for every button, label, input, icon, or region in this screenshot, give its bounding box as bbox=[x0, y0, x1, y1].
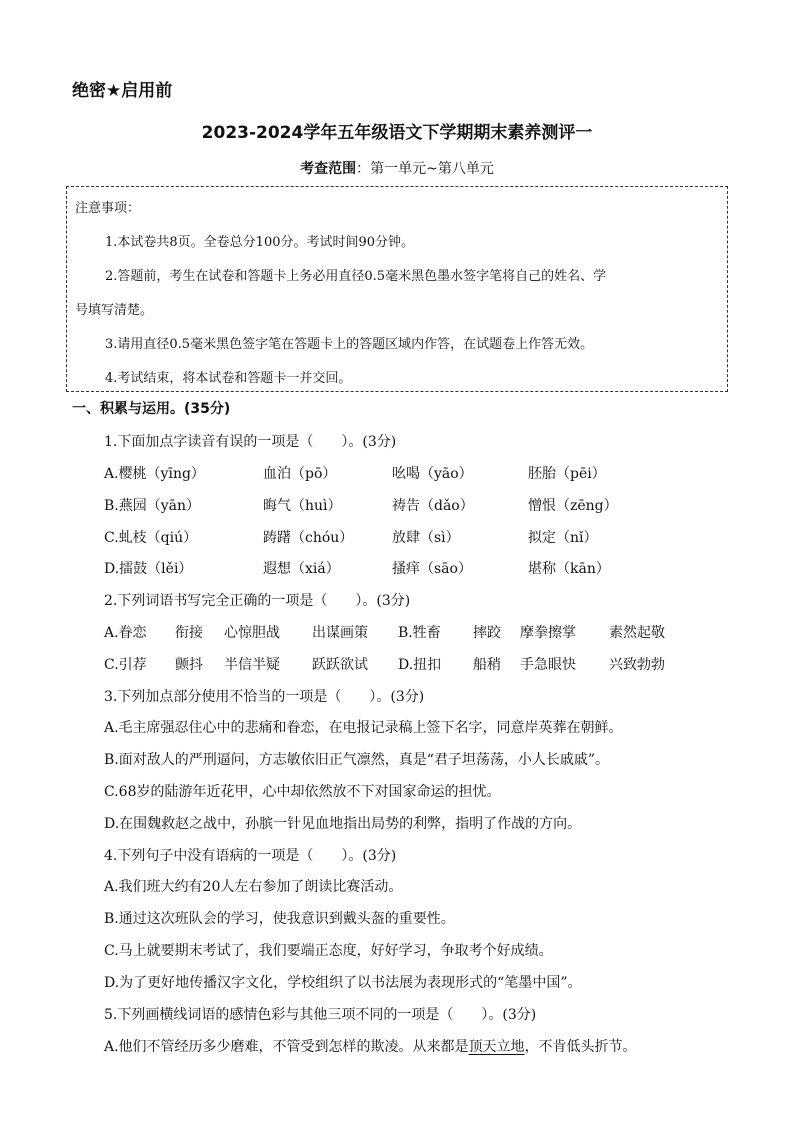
q2-option: 跃跃欲试 bbox=[312, 657, 368, 673]
notice-heading: 注意事项： bbox=[75, 201, 141, 216]
q2-option: A.眷恋 bbox=[104, 625, 147, 641]
q5-a-underlined-word: 顶天立地 bbox=[468, 1039, 525, 1055]
q1-option: 晦气（huì） bbox=[263, 498, 342, 514]
q1-option: B.燕园（yān） bbox=[104, 498, 201, 514]
q4-option-c: C.马上就要期末考试了，我们要端正态度，好好学习，争取考个好成绩。 bbox=[104, 943, 553, 959]
q1-option: 踌躇（chóu） bbox=[263, 530, 354, 546]
secret-label: 绝密★启用前 bbox=[72, 81, 173, 101]
q1-option: 搔痒（sāo） bbox=[392, 561, 472, 577]
question-5-stem: 5.下列画横线词语的感情色彩与其他三项不同的一项是（ ）。(3分) bbox=[104, 1007, 537, 1023]
q1-option: 堪称（kān） bbox=[528, 561, 610, 577]
q2-option: 出谋画策 bbox=[312, 625, 368, 641]
q3-option-b: B.面对敌人的严刑逼问，方志敏依旧正气凛然，真是“君子坦荡荡，小人长戚戚”。 bbox=[104, 752, 610, 768]
q2-option: 摔跤 bbox=[473, 625, 501, 641]
q2-option: B.牲畜 bbox=[398, 625, 441, 641]
notice-item-3: 3.请用直径0.5毫米黑色签字笔在答题卡上的答题区域内作答，在试题卷上作答无效。 bbox=[105, 337, 594, 352]
q2-option: 摩拳擦掌 bbox=[520, 625, 576, 641]
notice-item-2-cont: 号填写清楚。 bbox=[75, 303, 154, 318]
notice-item-2: 2.答题前，考生在试卷和答题卡上务必用直径0.5毫米黑色墨水签字笔将自己的姓名、学 bbox=[105, 269, 607, 284]
q2-option: 素然起敬 bbox=[609, 625, 665, 641]
q5-option-a bbox=[104, 1036, 637, 1056]
q1-option: 遐想（xiá） bbox=[263, 561, 340, 577]
q4-option-a: A.我们班大约有20人左右参加了朗读比赛活动。 bbox=[104, 879, 403, 895]
q2-option: D.扭扣 bbox=[398, 657, 442, 673]
q1-option: 吆喝（yāo） bbox=[392, 466, 473, 482]
q1-option: 拟定（nǐ） bbox=[528, 530, 598, 546]
q1-option: 放肆（sì） bbox=[392, 530, 460, 546]
q1-option: A.樱桃（yīng） bbox=[104, 466, 205, 482]
q3-option-a: A.毛主席强忍住心中的悲痛和眷恋，在电报记录稿上签下名字，同意岸英葬在朝鲜。 bbox=[104, 720, 623, 736]
q4-option-b: B.通过这次班队会的学习，使我意识到戴头盔的重要性。 bbox=[104, 911, 455, 927]
question-4-stem: 4.下列句子中没有语病的一项是（ ）。(3分) bbox=[104, 848, 397, 864]
q4-option-d: D.为了更好地传播汉字文化，学校组织了以书法展为表现形式的“笔墨中国”。 bbox=[104, 975, 582, 991]
q1-option: 憎恨（zēng） bbox=[528, 498, 618, 514]
notice-item-4: 4.考试结束，将本试卷和答题卡一并交回。 bbox=[105, 371, 352, 386]
q2-option: 衔接 bbox=[175, 625, 203, 641]
question-1-stem: 1.下面加点字读音有误的一项是（ ）。(3分) bbox=[104, 434, 397, 450]
q2-option: 半信半疑 bbox=[224, 657, 280, 673]
scope-value: ：第一单元~第八单元 bbox=[356, 161, 494, 177]
question-2-stem: 2.下列词语书写完全正确的一项是（ ）。(3分) bbox=[104, 593, 411, 609]
q1-option: 胚胎（pēi） bbox=[528, 466, 606, 482]
q1-option: D.擂鼓（lěi） bbox=[104, 561, 193, 577]
q5-a-text-before: A.他们不管经历多少磨难，不管受到怎样的欺凌。从来都是 bbox=[104, 1039, 469, 1055]
q2-option: C.引荐 bbox=[104, 657, 147, 673]
q2-option: 船稍 bbox=[473, 657, 501, 673]
q5-a-text-after: ，不肯低头折节。 bbox=[524, 1039, 637, 1055]
notice-box bbox=[66, 186, 728, 392]
q1-option: C.虬枝（qiú） bbox=[104, 530, 198, 546]
question-3-stem: 3.下列加点部分使用不恰当的一项是（ ）。(3分) bbox=[104, 689, 425, 705]
q2-option: 兴致勃勃 bbox=[609, 657, 665, 673]
q2-option: 手急眼快 bbox=[520, 657, 576, 673]
notice-item-1: 1.本试卷共8页。全卷总分100分。考试时间90分钟。 bbox=[105, 235, 415, 250]
q3-option-c: C.68岁的陆游年近花甲，心中却依然放不下对国家命运的担忧。 bbox=[104, 784, 501, 800]
section-heading: 一、积累与运用。(35分) bbox=[72, 401, 231, 417]
q1-option: 血泊（pō） bbox=[263, 466, 337, 482]
exam-scope bbox=[0, 158, 794, 178]
q2-option: 颤抖 bbox=[175, 657, 203, 673]
exam-title: 2023-2024学年五年级语文下学期期末素养测评一 bbox=[201, 123, 593, 143]
scope-label: 考查范围 bbox=[300, 161, 357, 177]
q1-option: 祷告（dǎo） bbox=[392, 498, 474, 514]
q3-option-d: D.在围魏救赵之战中，孙膑一针见血地指出局势的利弊，指明了作战的方向。 bbox=[104, 816, 582, 832]
q2-option: 心惊胆战 bbox=[224, 625, 280, 641]
